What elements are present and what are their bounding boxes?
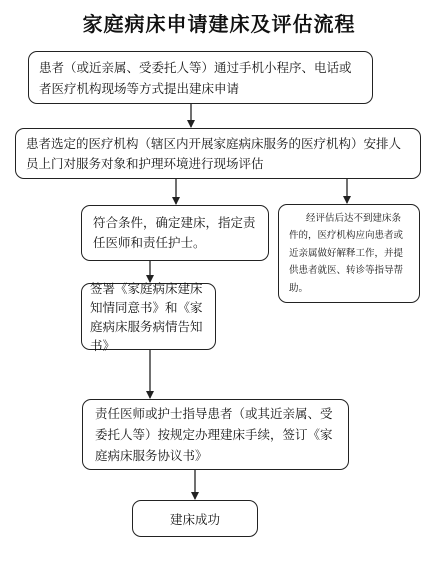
step-sign-notice-text: 签署《家庭病床建床知情同意书》和《家庭病床服务病情告知书》 xyxy=(90,280,203,353)
step-procedures-text: 责任医师或护士指导患者（或其近亲属、受委托人等）按规定办理建床手续，签订《家庭病床服务协议书》 xyxy=(95,406,333,463)
step-success-text: 建床成功 xyxy=(169,511,220,527)
page-title: 家庭病床申请建床及评估流程 xyxy=(82,12,356,36)
step-apply-text: 患者（或近亲属、受委托人等）通过手机小程序、电话或者医疗机构现场等方式提出建床申请 xyxy=(39,59,352,96)
step-qualified-text: 符合条件，确定建床，指定责任医师和责任护士。 xyxy=(93,215,256,250)
step-assess-text: 患者选定的医疗机构（辖区内开展家庭病床服务的医疗机构）安排人员上门对服务对象和护理环境进行现场评估 xyxy=(26,135,402,171)
step-unqualified-text: 经评估后达不到建床条件的，医疗机构应向患者或近亲属做好解释工作，并提供患者就医、转诊等指导帮助。 xyxy=(289,212,404,294)
